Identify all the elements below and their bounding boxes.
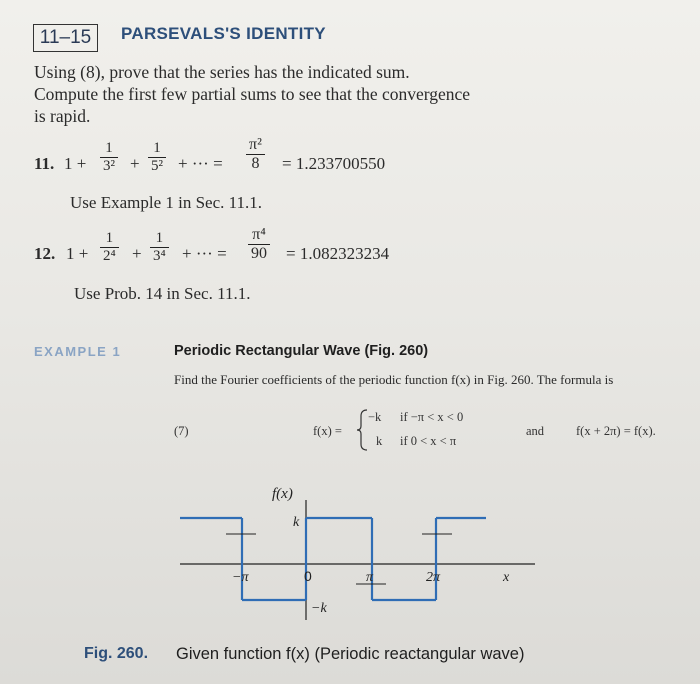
periodicity-condition: f(x + 2π) = f(x). xyxy=(576,424,656,438)
intro-line-1: Using (8), prove that the series has the indicated sum. xyxy=(34,62,410,82)
series-dots: + ··· = xyxy=(182,244,227,263)
term-2-denominator: 5² xyxy=(151,158,163,174)
x-axis-label: x xyxy=(503,570,510,585)
intro-line-2: Compute the first few partial sums to see that the convergence xyxy=(34,84,471,104)
case-2-value: k xyxy=(376,434,383,448)
and-word: and xyxy=(526,424,545,438)
series-value: = 1.233700550 xyxy=(282,154,386,173)
example-text: Find the Fourier coefficients of the periodic function f(x) in Fig. 260. The formula is xyxy=(174,372,614,387)
term-2-denominator: 3⁴ xyxy=(153,248,166,264)
x-tick-label: 0 xyxy=(304,568,312,584)
x-tick-label: 2π xyxy=(426,570,441,585)
left-brace xyxy=(355,408,369,452)
rectangular-wave-figure xyxy=(180,480,540,630)
equation-number: (7) xyxy=(174,424,189,438)
problem-number: 11. xyxy=(34,154,55,173)
term-1-fraction xyxy=(100,140,118,175)
term-1-fraction xyxy=(100,230,119,265)
term-2-fraction xyxy=(148,140,166,175)
rhs-denominator: 90 xyxy=(251,245,267,262)
problem-12 xyxy=(34,226,514,306)
rhs-numerator: π⁴ xyxy=(248,226,270,245)
problem-number: 12. xyxy=(34,244,56,263)
problem-hint: Use Prob. 14 in Sec. 11.1. xyxy=(74,284,251,303)
problem-11 xyxy=(34,136,514,212)
term-2-numerator: 1 xyxy=(148,140,166,158)
rhs-fraction xyxy=(246,136,265,173)
term-2-numerator: 1 xyxy=(150,230,169,248)
wave-path xyxy=(180,518,486,600)
plus-sign: + xyxy=(132,244,142,263)
series-value: = 1.082323234 xyxy=(286,244,390,263)
section-title: PARSEVALS'S IDENTITY xyxy=(121,24,326,43)
example-tag: EXAMPLE 1 xyxy=(34,344,122,359)
rhs-denominator: 8 xyxy=(251,155,260,172)
problem-lead: 1 + xyxy=(64,154,87,173)
term-1-numerator: 1 xyxy=(100,140,118,158)
y-axis-label: f(x) xyxy=(272,486,293,502)
problem-lead: 1 + xyxy=(66,244,89,263)
example-title: Periodic Rectangular Wave (Fig. 260) xyxy=(174,343,429,359)
section-number-box: 11–15 xyxy=(33,24,98,52)
series-dots: + ··· = xyxy=(178,154,223,173)
term-1-denominator: 2⁴ xyxy=(103,248,116,264)
case-2-condition: if 0 < x < π xyxy=(400,434,457,448)
rhs-numerator: π² xyxy=(246,136,265,155)
term-1-numerator: 1 xyxy=(100,230,119,248)
term-1-denominator: 3² xyxy=(103,158,115,174)
case-1-condition: if −π < x < 0 xyxy=(400,410,464,424)
plus-sign: + xyxy=(130,154,140,173)
case-1-value: −k xyxy=(368,410,382,424)
intro-line-3: is rapid. xyxy=(34,106,91,126)
problem-hint: Use Example 1 in Sec. 11.1. xyxy=(70,193,262,212)
figure-number: Fig. 260. xyxy=(84,645,149,662)
term-2-fraction xyxy=(150,230,169,265)
k-label: k xyxy=(293,515,300,530)
intro-text xyxy=(34,61,470,127)
x-tick-label: −π xyxy=(232,570,249,585)
rhs-fraction xyxy=(248,226,270,263)
neg-k-label: −k xyxy=(311,601,327,616)
x-tick-label: π xyxy=(366,570,374,585)
figure-caption: Given function f(x) (Periodic reactangular wave) xyxy=(176,645,525,663)
equation-lhs: f(x) = xyxy=(313,424,342,438)
